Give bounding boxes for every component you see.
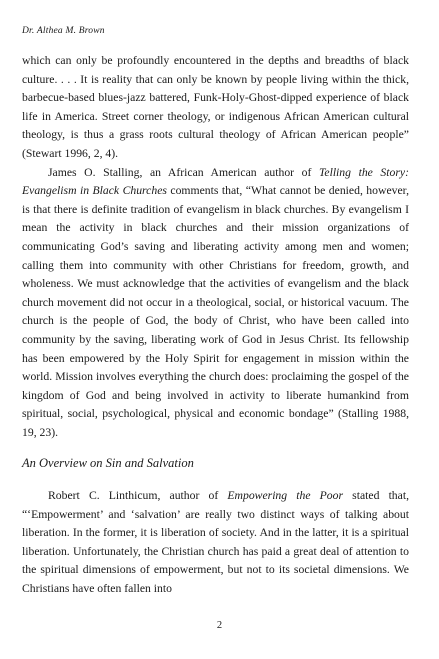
book-title: Empowering the Poor [227,489,344,503]
paragraph-linthicum [22,487,409,599]
page-number: 2 [216,620,223,631]
paragraph-continuation: which can only be profoundly encountered in the depths and breadths of black culture. . . . It is reality that can only be known by people living within the thick, barbecue-based blues-jazz battered, Funk-Holy-Ghost-dipped experience of black life in America. Street corner theology, or indigenous African American cultural theology, is thus a grass roots cultural theology of African American people” (Stewart 1996, 2, 4). [22,54,409,160]
body-text [22,52,409,599]
paragraph-text: comments that, “What cannot be denied, however, is that there is definite tradition of evangelism in black churches. By evangelism I mean the activity in black churches and their mission organizations of communicating God’s saving and liberating activity among men and women; calling them into community with other Christians for freedom, growth, and wholeness. We must acknowledge that the activities of evangelism and the black church movement did not occur in a theological, social, or historical vacuum. The church is the people of God, the body of Christ, who have been called into community by the saving, liberating work of God in Jesus Christ. Its fellowship has been empowered by the Holy Spirit for engagement in mission within the world. Mission involves everything the church does: proclaiming the gospel of the kingdom of God and being involved in activity to liberate humankind from spiritual, social, psychological, physical and economic bondage” (Stalling 1988, 19, 23). [22,184,410,439]
paragraph-text: Robert C. Linthicum, author of [48,489,228,503]
running-head: Dr. Althea M. Brown [22,26,105,36]
book-title: Telling the Story: Evangelism in Black Churches [22,165,409,198]
section-heading: An Overview on Sin and Salvation [22,456,194,471]
paragraph-stalling [22,164,409,443]
paragraph-text: James O. Stalling, an African American author of [48,165,319,179]
paragraph-text: stated that, “‘Empowerment’ and ‘salvation’ are really two distinct ways of talking about liberation. In the former, it is liberation of society. And in the latter, it is a spiritual liberation. Unfortunately, the Christian church has paid a great deal of attention to the spiritual dimensions of empowerment, but not to its societal dimensions. We Christians have often fallen into [22,489,410,596]
